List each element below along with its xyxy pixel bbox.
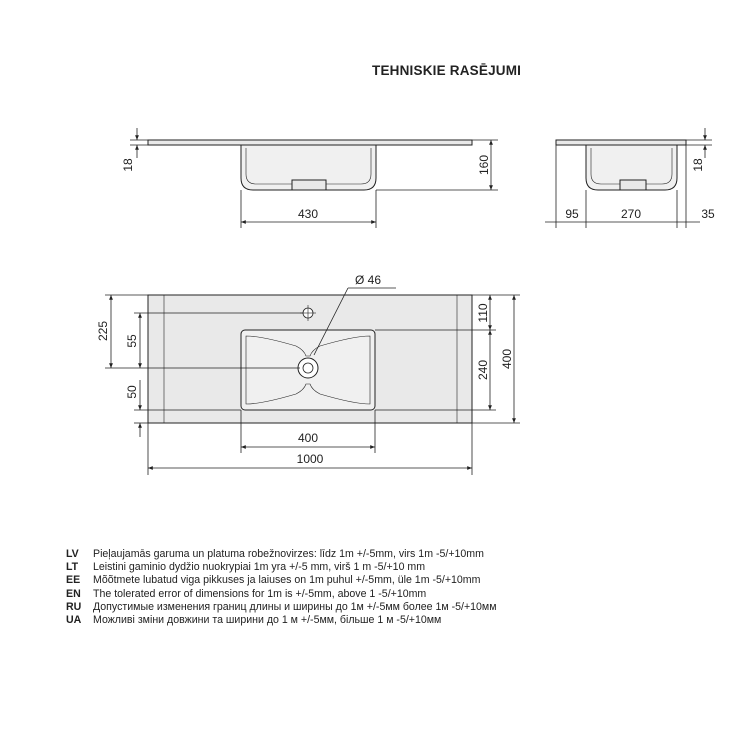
drain-hole [298, 358, 318, 378]
side-view [545, 128, 715, 228]
dim-front-thickness: 18 [121, 158, 135, 172]
tolerance-text: Можливі зміни довжини та ширини до 1 м +/-5мм, більше 1 м -5/+10мм [93, 614, 442, 627]
tolerance-row-lt [66, 561, 497, 574]
tolerance-row-ua [66, 614, 497, 627]
dim-side-back: 95 [565, 207, 579, 221]
lang-code: LV [66, 548, 79, 560]
dim-side-bowl: 270 [620, 207, 642, 221]
tolerance-row-ee [66, 574, 497, 587]
lang-code: RU [66, 600, 82, 613]
front-view [121, 128, 498, 228]
front-countertop [148, 140, 472, 145]
dim-bowl-width: 400 [297, 431, 319, 445]
dim-side-thickness: 18 [691, 158, 705, 172]
lang-code: EN [66, 587, 81, 600]
dim-right-back: 110 [476, 303, 490, 323]
lang-code: EE [66, 574, 81, 587]
tolerance-row-en [66, 588, 497, 601]
tolerance-text: The tolerated error of dimensions for 1m is +/-5mm, above 1 -5/+10mm [93, 587, 427, 600]
dim-top-tap-offset: 55 [125, 334, 139, 348]
dim-top-front-offset: 50 [125, 385, 139, 399]
dim-top-total-depth: 225 [96, 320, 110, 342]
dim-right-bowl-depth: 240 [476, 359, 490, 381]
side-countertop [556, 140, 686, 145]
dim-front-bowl-width: 430 [297, 207, 319, 221]
tolerance-text: Mõõtmete lubatud viga pikkuses ja laiuses on 1m puhul +/-5mm, üle 1m -5/+10mm [93, 574, 481, 587]
tolerance-row-lv [66, 548, 497, 561]
side-drain [620, 180, 646, 190]
tolerance-row-ru [66, 601, 497, 614]
dim-total-width: 1000 [296, 452, 324, 466]
top-view [96, 273, 520, 475]
dim-side-front: 35 [701, 207, 715, 221]
front-drain [292, 180, 326, 190]
dim-right-total-depth: 400 [500, 348, 514, 370]
tolerance-text: Допустимые изменения границ длины и ширины до 1м +/-5мм более 1м -5/+10мм [93, 600, 497, 613]
lang-code: UA [66, 614, 82, 627]
dim-front-height: 160 [477, 154, 491, 176]
tolerance-notes [66, 548, 497, 627]
page-title: TEHNISKIE RASĒJUMI [372, 63, 522, 78]
lang-code: LT [66, 561, 79, 574]
tolerance-text: Leistini gaminio dydžio nuokrypiai 1m yra +/-5 mm, virš 1 m -5/+10 mm [93, 561, 426, 574]
tolerance-text: Pieļaujamās garuma un platuma robežnovirzes: līdz 1m +/-5mm, virs 1m -5/+10mm [93, 548, 484, 560]
dim-tap-hole: Ø 46 [355, 273, 382, 287]
